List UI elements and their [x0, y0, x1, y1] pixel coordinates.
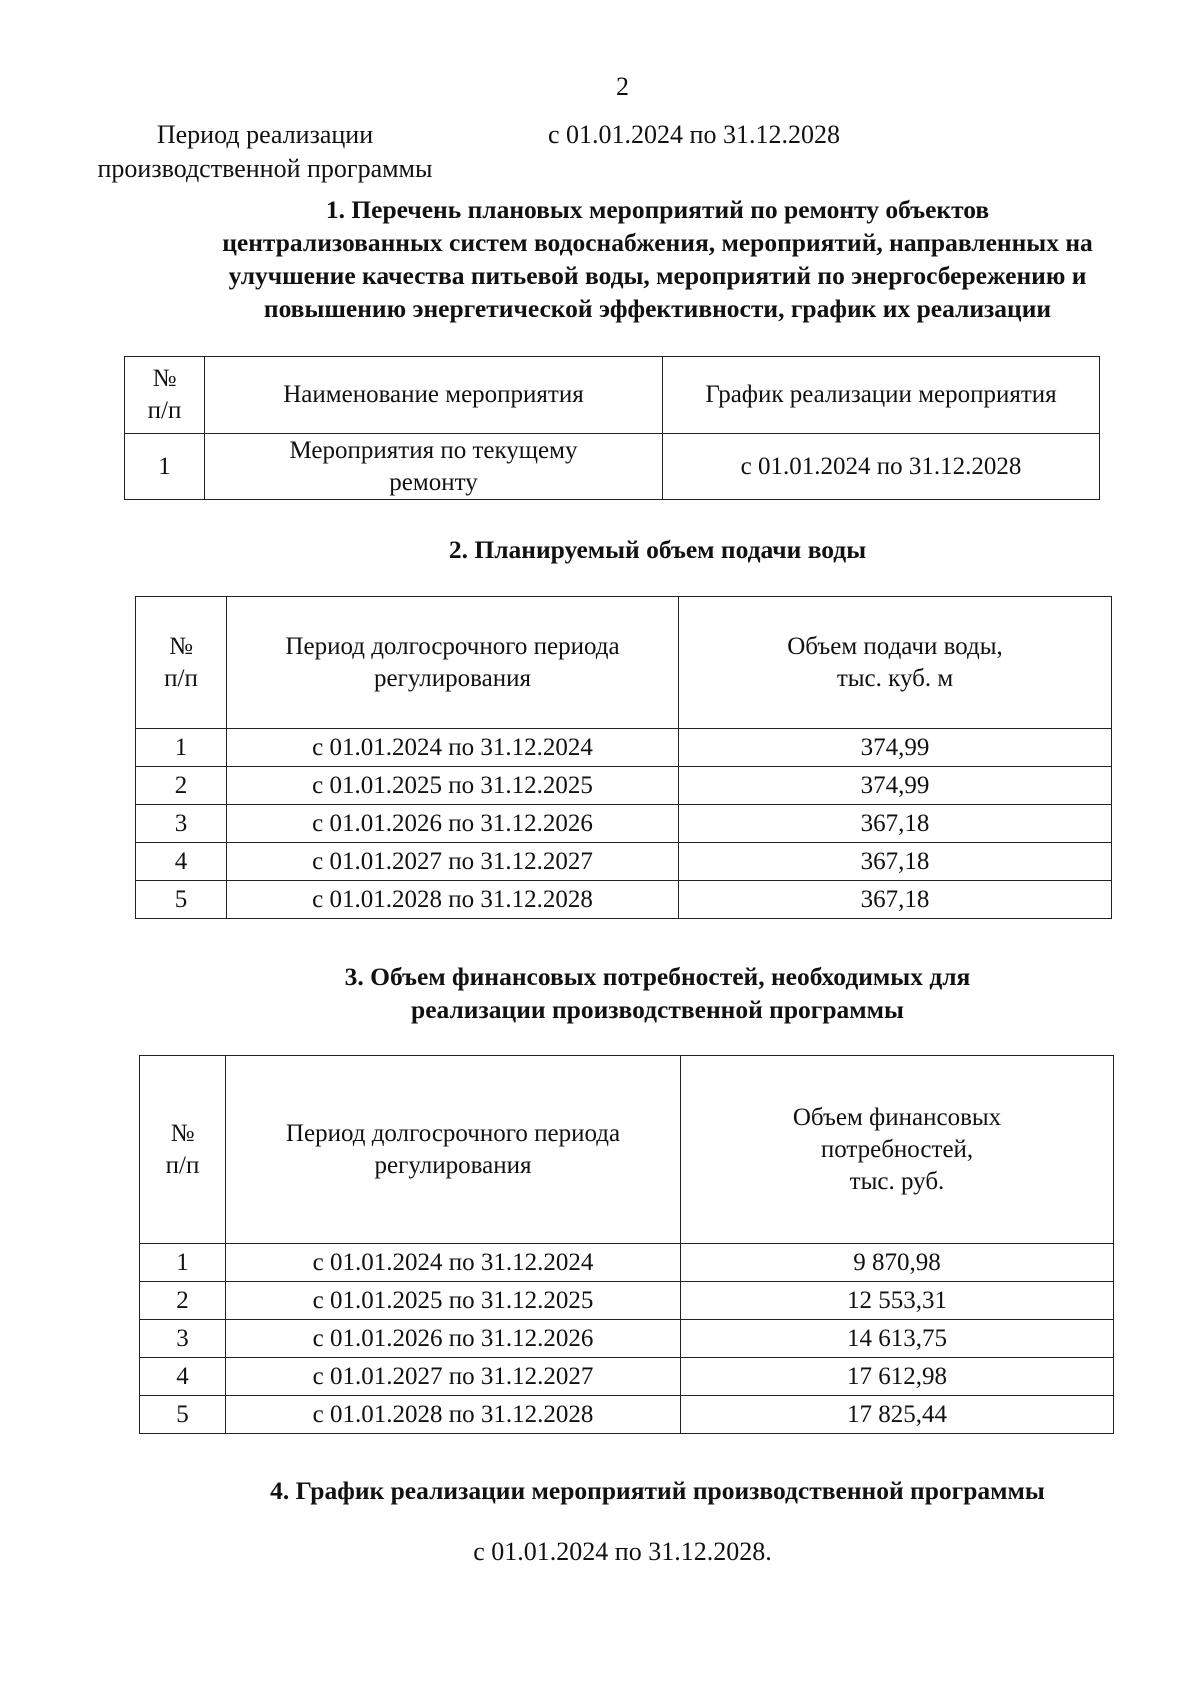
cell-name	[205, 434, 663, 500]
section-2-title: 2. Планируемый объем подачи воды	[448, 535, 867, 564]
header-num-line: №	[169, 632, 193, 660]
header-num	[136, 597, 227, 729]
table-row	[136, 843, 1112, 881]
table-row	[136, 805, 1112, 843]
header-num-line: п/п	[165, 1151, 200, 1179]
header-num-line: п/п	[147, 397, 182, 424]
header-num-line: п/п	[164, 664, 198, 692]
cell-period: с 01.01.2028 по 31.12.2028	[227, 881, 679, 919]
cell-num: 3	[140, 1320, 226, 1358]
cell-name-line: ремонту	[389, 468, 478, 496]
header-num	[125, 357, 205, 434]
header-volume	[679, 597, 1112, 729]
cell-period: с 01.01.2027 по 31.12.2027	[226, 1358, 681, 1396]
section-1-title-line: улучшение качества питьевой воды, мероприятий по энергосбережению и	[228, 261, 1087, 290]
cell-value: 367,18	[679, 805, 1112, 843]
table-header-row	[125, 357, 1100, 434]
cell-period: с 01.01.2025 по 31.12.2025	[226, 1282, 681, 1320]
cell-num: 5	[136, 881, 227, 919]
cell-value: 367,18	[679, 881, 1112, 919]
period-value: с 01.01.2024 по 31.12.2028	[548, 120, 840, 149]
section-1-title-line: 1. Перечень плановых мероприятий по ремонту объектов	[325, 195, 990, 224]
cell-value: 374,99	[679, 767, 1112, 805]
header-volume-line: тыс. руб.	[849, 1167, 945, 1195]
header-schedule: График реализации мероприятия	[663, 357, 1100, 434]
table-row	[140, 1244, 1114, 1282]
table-row	[140, 1282, 1114, 1320]
cell-num: 1	[125, 434, 205, 500]
section-1-title	[70, 193, 1200, 325]
header-num	[140, 1056, 226, 1244]
section-3-table	[139, 1055, 1114, 1434]
section-3-title	[70, 960, 1200, 1026]
header-volume-line: Объем финансовых	[792, 1103, 1002, 1131]
table-row	[125, 434, 1100, 500]
cell-value: 14 613,75	[681, 1320, 1114, 1358]
period-label	[80, 118, 450, 186]
cell-period: с 01.01.2027 по 31.12.2027	[227, 843, 679, 881]
header-volume-line: тыс. куб. м	[836, 664, 954, 692]
cell-period: с 01.01.2026 по 31.12.2026	[226, 1320, 681, 1358]
header-period-line: регулирования	[374, 1151, 532, 1179]
cell-period: с 01.01.2025 по 31.12.2025	[227, 767, 679, 805]
table-header-row	[136, 597, 1112, 729]
table-row	[136, 881, 1112, 919]
header-name: Наименование мероприятия	[205, 357, 663, 434]
cell-value: 9 870,98	[681, 1244, 1114, 1282]
cell-num: 4	[140, 1358, 226, 1396]
cell-value: 367,18	[679, 843, 1112, 881]
header-volume-line: потребностей,	[820, 1135, 974, 1163]
section-4-title: 4. График реализации мероприятий производственной программы	[270, 1476, 1045, 1505]
cell-num: 5	[140, 1396, 226, 1434]
section-1-table	[124, 356, 1100, 500]
cell-value: 12 553,31	[681, 1282, 1114, 1320]
header-volume	[681, 1056, 1114, 1244]
table-row	[136, 729, 1112, 767]
period-label-line-2: производственной программы	[97, 154, 433, 183]
table-header-row	[140, 1056, 1114, 1244]
cell-num: 1	[136, 729, 227, 767]
cell-num: 3	[136, 805, 227, 843]
cell-value: 374,99	[679, 729, 1112, 767]
header-num-line: №	[170, 1119, 195, 1147]
table-row	[136, 767, 1112, 805]
cell-schedule: с 01.01.2024 по 31.12.2028	[663, 434, 1100, 500]
cell-num: 2	[140, 1282, 226, 1320]
cell-num: 2	[136, 767, 227, 805]
section-2-table	[135, 596, 1112, 919]
cell-period: с 01.01.2026 по 31.12.2026	[227, 805, 679, 843]
cell-value: 17 825,44	[681, 1396, 1114, 1434]
header-num-line: №	[152, 365, 177, 392]
table-row	[140, 1396, 1114, 1434]
section-1-title-line: централизованных систем водоснабжения, мероприятий, направленных на	[222, 228, 1093, 257]
header-period-line: Период долгосрочного периода	[285, 632, 620, 660]
header-volume-line: Объем подачи воды,	[787, 632, 1003, 660]
cell-period: с 01.01.2024 по 31.12.2024	[226, 1244, 681, 1282]
cell-num: 4	[136, 843, 227, 881]
page-number: 2	[616, 72, 629, 101]
cell-period: с 01.01.2028 по 31.12.2028	[226, 1396, 681, 1434]
cell-period: с 01.01.2024 по 31.12.2024	[227, 729, 679, 767]
table-row	[140, 1320, 1114, 1358]
section-3-title-line: 3. Объем финансовых потребностей, необходимых для	[344, 962, 971, 991]
header-period-line: Период долгосрочного периода	[285, 1119, 621, 1147]
cell-num: 1	[140, 1244, 226, 1282]
section-4-period: с 01.01.2024 по 31.12.2028.	[473, 1537, 772, 1566]
header-period	[227, 597, 679, 729]
table-row	[140, 1358, 1114, 1396]
period-label-line-1: Период реализации	[156, 120, 374, 149]
section-1-title-line: повышению энергетической эффективности, график их реализации	[263, 294, 1052, 323]
header-period	[226, 1056, 681, 1244]
cell-value: 17 612,98	[681, 1358, 1114, 1396]
header-period-line: регулирования	[374, 664, 531, 692]
section-3-title-line: реализации производственной программы	[411, 995, 904, 1024]
cell-name-line: Мероприятия по текущему	[289, 436, 578, 464]
